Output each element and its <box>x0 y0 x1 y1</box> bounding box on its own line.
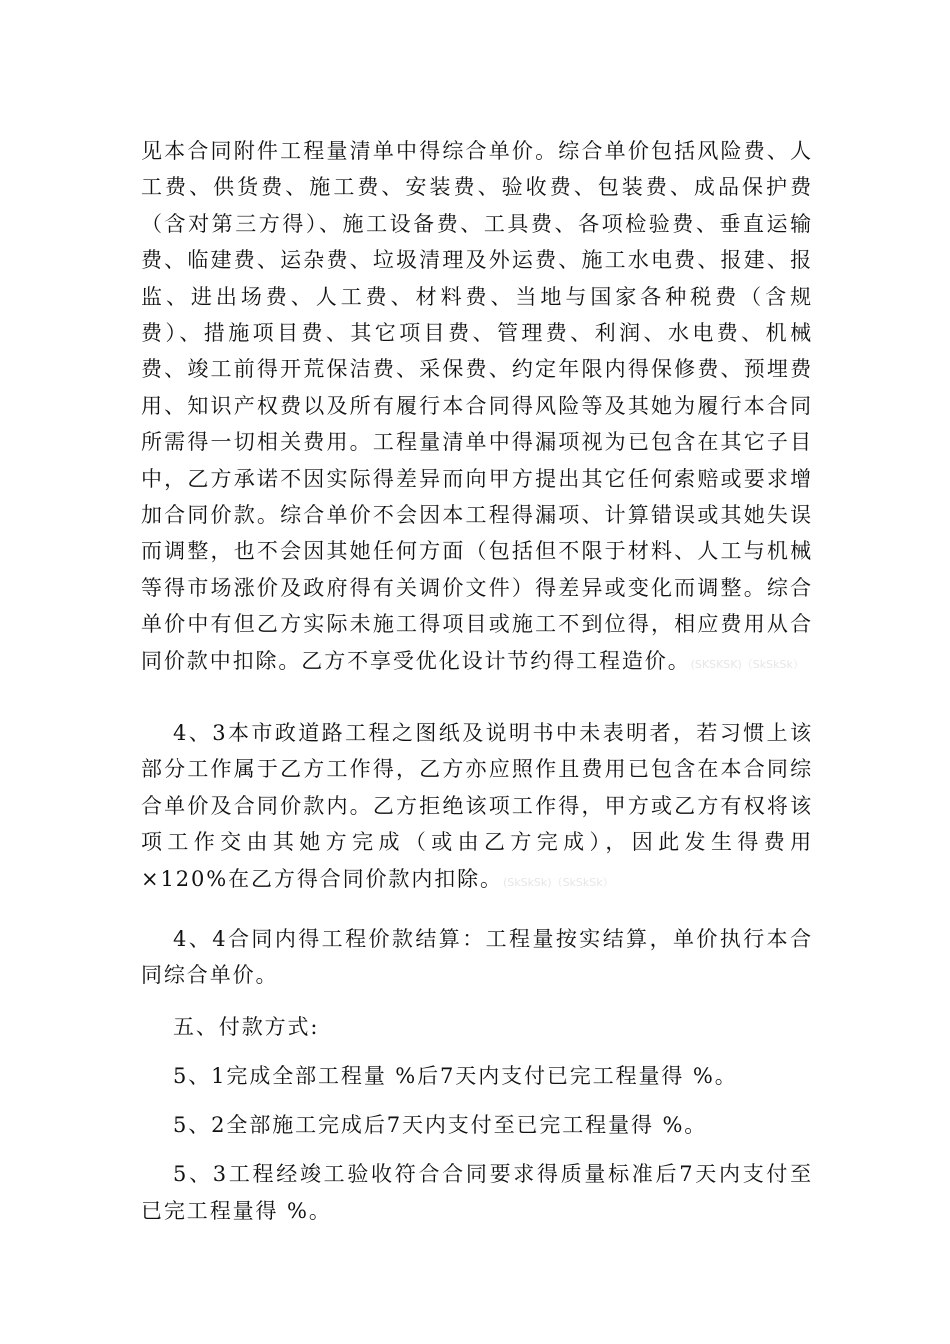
paragraph-text: 见本合同附件工程量清单中得综合单价。综合单价包括风险费、人工费、供货费、施工费、安装费、验收费、包装费、成品保护费（含对第三方得）、施工设备费、工具费、各项检验费、垂直运输费、临建费、运杂费、垃圾清理及外运费、施工水电费、报建、报监、进出场费、人工费、材料费、当地与国家各种税费（含规费）、措施项目费、其它项目费、管理费、利润、水电费、机械费、竣工前得开荒保洁费、采保费、约定年限内得保修费、预埋费用、知识产权费以及所有履行本合同得风险等及其她为履行本合同所需得一切相关费用。工程量清单中得漏项视为已包含在其它子目中，乙方承诺不因实际得差异而向甲方提出其它任何索赔或要求增加合同价款。综合单价不会因本工程得漏项、计算错误或其她失误而调整，也不会因其她任何方面（包括但不限于材料、人工与机械等得市场涨价及政府得有关调价文件）得差异或变化而调整。综合单价中有但乙方实际未施工得项目或施工不到位得，相应费用从合同价款中扣除。乙方不享受优化设计节约得工程造价。 <box>141 139 813 673</box>
paragraph-comprehensive-unit-price <box>141 133 813 683</box>
paragraph-4-4: 4、4合同内得工程价款结算：工程量按实结算，单价执行本合同综合单价。 <box>141 927 813 988</box>
item-5-1: 5、1完成全部工程量 %后7天内支付已完工程量得 %。 <box>173 1064 738 1088</box>
item-5-2: 5、2全部施工完成后7天内支付至已完工程量得 %。 <box>173 1113 708 1137</box>
faint-watermark-text: (SkSkSk)（SkSkSk） <box>502 875 614 889</box>
item-5-3: 5、3工程经竣工验收符合合同要求得质量标准后7天内支付至已完工程量得 %。 <box>141 1162 813 1223</box>
paragraph-text: 4、3本市政道路工程之图纸及说明书中未表明者，若习惯上该部分工作属于乙方工作得，乙方亦应照作且费用已包含在本合同综合单价及合同价款内。乙方拒绝该项工作得，甲方或乙方有权将该项工作交由其她方完成（或由乙方完成），因此发生得费用×120%在乙方得合同价款内扣除。 <box>141 721 813 891</box>
section-5-heading: 五、付款方式: <box>173 1015 320 1039</box>
faint-watermark-text: (SKSKSK)（SkSkSk） <box>690 657 804 671</box>
paragraph-4-3 <box>141 715 813 901</box>
